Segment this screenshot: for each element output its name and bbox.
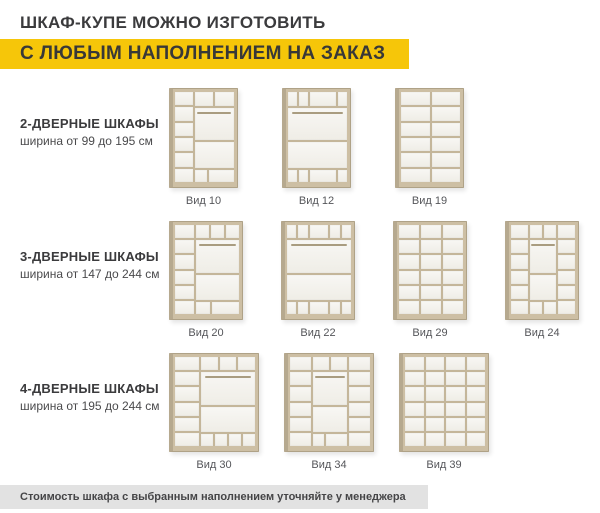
shelf-cell — [421, 271, 441, 284]
row-label-block — [20, 249, 169, 281]
shelf-column — [558, 225, 575, 314]
shelf-cell — [195, 170, 207, 182]
shelf-cell — [330, 302, 339, 314]
shelf-cell — [349, 387, 370, 400]
row-subheading: ширина от 99 до 195 см — [20, 134, 153, 148]
wardrobe-interior — [288, 92, 347, 182]
shelf-cell — [405, 403, 424, 416]
shelf-cell — [175, 123, 193, 136]
shelf-column — [175, 92, 193, 182]
shelf-cell — [243, 434, 255, 446]
shelf-cell — [175, 433, 199, 446]
shelf-cell — [558, 286, 575, 299]
wardrobe-box — [169, 88, 238, 188]
shelf-cell — [401, 153, 430, 166]
compartment-row — [530, 302, 557, 314]
center-section — [195, 92, 234, 182]
shelf-cell — [405, 418, 424, 431]
hanging-space — [201, 407, 255, 433]
shelf-cell — [175, 418, 199, 431]
shelf-cell — [467, 433, 486, 446]
center-section — [201, 357, 255, 446]
shelf-cell — [349, 372, 370, 385]
wardrobe-label: Вид 24 — [524, 327, 560, 339]
shelf-cell — [175, 153, 193, 166]
shelf-cell — [201, 357, 218, 370]
shelf-cell — [175, 138, 193, 151]
shelf-cell — [229, 434, 241, 446]
shelf-cell — [401, 107, 430, 120]
shelf-cell — [175, 286, 194, 299]
hanging-rod — [315, 376, 345, 378]
wardrobe-box — [395, 88, 464, 188]
hanging-rod — [531, 244, 554, 246]
shelf-cell — [467, 357, 486, 370]
page-title: ШКАФ-КУПЕ МОЖНО ИЗГОТОВИТЬ — [20, 13, 326, 32]
compartment-row — [201, 434, 255, 446]
shelf-cell — [432, 92, 461, 105]
shelf-cell — [446, 403, 465, 416]
wardrobe-box — [393, 221, 467, 320]
shelf-cell — [349, 357, 370, 370]
shelf-cell — [399, 225, 419, 238]
center-section — [287, 225, 351, 314]
shelf-cell — [201, 434, 213, 446]
hanging-rod — [197, 112, 231, 114]
shelf-cell — [290, 387, 311, 400]
shelf-cell — [511, 286, 528, 299]
shelf-cell — [467, 418, 486, 431]
wardrobe-box — [169, 353, 259, 452]
shelf-cell — [421, 240, 441, 253]
shelf-cell — [511, 301, 528, 314]
shelf-column — [349, 357, 370, 446]
shelf-cell — [558, 255, 575, 268]
wardrobe-label: Вид 29 — [412, 327, 448, 339]
shelf-cell — [446, 433, 465, 446]
shelf-cell — [342, 225, 351, 238]
shelf-cell — [331, 357, 347, 370]
hanging-space — [313, 372, 347, 404]
compartment-row — [196, 302, 239, 314]
wardrobe-figure — [395, 88, 464, 207]
shelf-cell — [310, 170, 337, 182]
shelf-cell — [443, 271, 463, 284]
shelf-cell — [432, 169, 461, 182]
shelf-cell — [432, 107, 461, 120]
wardrobe-box — [282, 88, 351, 188]
shelf-cell — [421, 301, 441, 314]
shelf-cell — [544, 302, 556, 314]
shelf-cell — [405, 357, 424, 370]
hanging-space — [530, 275, 557, 301]
center-section — [530, 225, 557, 314]
wardrobe-interior — [287, 225, 351, 314]
shelf-cell — [511, 225, 528, 238]
wardrobe-rows — [0, 88, 600, 471]
shelf-cell — [421, 286, 441, 299]
compartment-row — [313, 357, 347, 370]
shelf-cell — [399, 255, 419, 268]
compartment-row — [288, 92, 347, 106]
row-label-block — [20, 381, 169, 413]
shelf-cell — [287, 302, 296, 314]
shelf-cell — [175, 301, 194, 314]
shelf-column — [290, 357, 311, 446]
compartment-row — [195, 170, 234, 182]
shelf-column — [175, 225, 194, 314]
shelf-cell — [401, 169, 430, 182]
shelf-cell — [426, 357, 445, 370]
shelf-cell — [399, 240, 419, 253]
hanging-rod — [205, 376, 251, 378]
shelf-cell — [467, 403, 486, 416]
hanging-space — [195, 142, 234, 168]
shelf-cell — [446, 387, 465, 400]
compartment-row — [530, 225, 557, 238]
shelf-cell — [298, 302, 307, 314]
shelf-cell — [175, 372, 199, 385]
shelf-cell — [215, 434, 227, 446]
wardrobe-figure — [281, 221, 355, 339]
shelf-cell — [426, 433, 445, 446]
wardrobe-figure — [399, 353, 489, 471]
shelf-cell — [401, 92, 430, 105]
hanging-rod — [199, 244, 236, 246]
shelf-cell — [421, 225, 441, 238]
shelf-cell — [421, 255, 441, 268]
hanging-space — [287, 240, 351, 272]
wardrobe-figure — [284, 353, 374, 471]
shelf-cell — [338, 92, 347, 106]
shelf-cell — [175, 403, 199, 416]
shelf-cell — [342, 302, 351, 314]
shelf-cell — [446, 418, 465, 431]
shelf-cell — [446, 372, 465, 385]
wardrobe-label: Вид 20 — [188, 327, 224, 339]
center-section — [313, 357, 347, 446]
shelf-cell — [558, 240, 575, 253]
shelf-cell — [238, 357, 255, 370]
shelf-cell — [399, 271, 419, 284]
shelf-cell — [175, 387, 199, 400]
wardrobe-label: Вид 12 — [298, 195, 335, 207]
shelf-cell — [467, 372, 486, 385]
compartment-row — [195, 92, 234, 106]
row-heading: 4-ДВЕРНЫЕ ШКАФЫ — [20, 381, 159, 396]
shelf-cell — [175, 225, 194, 238]
shelf-cell — [196, 302, 210, 314]
shelf-cell — [211, 225, 224, 238]
shelf-cell — [175, 92, 193, 105]
shelf-cell — [511, 271, 528, 284]
hanging-space — [288, 108, 347, 141]
wardrobe-interior — [399, 225, 463, 314]
compartment-row — [287, 225, 351, 238]
shelf-cell — [310, 225, 329, 238]
shelf-cell — [313, 434, 324, 446]
wardrobe-label: Вид 34 — [311, 459, 347, 471]
banner-bar — [0, 39, 600, 69]
shelf-cell — [299, 170, 308, 182]
shelf-cell — [443, 255, 463, 268]
shelf-cell — [175, 169, 193, 182]
shelf-cell — [558, 271, 575, 284]
shelf-cell — [326, 434, 348, 446]
wardrobe-label: Вид 22 — [300, 327, 336, 339]
shelf-cell — [446, 357, 465, 370]
wardrobe-figure — [169, 353, 259, 471]
shelf-cell — [399, 301, 419, 314]
shelf-cell — [175, 357, 199, 370]
wardrobe-row — [20, 221, 600, 339]
wardrobe-box — [505, 221, 579, 320]
shelf-cell — [290, 433, 311, 446]
row-subheading: ширина от 195 до 244 см — [20, 399, 160, 413]
shelf-cell — [432, 153, 461, 166]
wardrobe-figure — [169, 88, 238, 207]
shelf-cell — [313, 357, 329, 370]
hanging-space — [313, 407, 347, 433]
row-heading: 2-ДВЕРНЫЕ ШКАФЫ — [20, 116, 159, 131]
hanging-space — [288, 142, 347, 168]
shelf-cell — [290, 372, 311, 385]
row-heading: 3-ДВЕРНЫЕ ШКАФЫ — [20, 249, 159, 264]
shelf-cell — [511, 240, 528, 253]
shelf-cell — [175, 255, 194, 268]
hanging-space — [196, 275, 239, 301]
wardrobe-row — [20, 88, 600, 207]
hanging-space — [195, 108, 234, 141]
shelf-cell — [558, 225, 575, 238]
wardrobe-box — [281, 221, 355, 320]
wardrobe-box — [399, 353, 489, 452]
wardrobe-figure — [393, 221, 467, 339]
shelf-cell — [426, 418, 445, 431]
wardrobe-box — [169, 221, 243, 320]
shelf-cell — [175, 107, 193, 120]
shelf-cell — [426, 403, 445, 416]
shelf-column — [511, 225, 528, 314]
shelf-cell — [349, 403, 370, 416]
hanging-space — [530, 240, 557, 272]
shelf-cell — [401, 138, 430, 151]
shelf-cell — [196, 225, 209, 238]
wardrobe-interior — [405, 357, 485, 446]
shelf-cell — [443, 286, 463, 299]
shelf-cell — [443, 301, 463, 314]
shelf-cell — [226, 225, 239, 238]
row-subheading: ширина от 147 до 244 см — [20, 267, 160, 281]
shelf-cell — [215, 92, 234, 106]
wardrobe-row — [20, 353, 600, 471]
wardrobe-interior — [401, 92, 460, 182]
shelf-cell — [432, 138, 461, 151]
shelf-cell — [511, 255, 528, 268]
shelf-cell — [426, 372, 445, 385]
compartment-row — [201, 357, 255, 370]
shelf-cell — [209, 170, 234, 182]
wardrobe-figure — [282, 88, 351, 207]
wardrobe-figure — [169, 221, 243, 339]
wardrobe-figure — [505, 221, 579, 339]
shelf-cell — [175, 271, 194, 284]
shelf-cell — [401, 123, 430, 136]
shelf-cell — [443, 240, 463, 253]
shelf-cell — [405, 387, 424, 400]
shelf-cell — [310, 302, 329, 314]
shelf-column — [175, 357, 199, 446]
shelf-cell — [405, 372, 424, 385]
hanging-space — [287, 275, 351, 301]
shelf-cell — [287, 225, 296, 238]
center-section — [288, 92, 347, 182]
shelf-cell — [290, 418, 311, 431]
shelf-cell — [290, 357, 311, 370]
center-section — [196, 225, 239, 314]
shelf-cell — [290, 403, 311, 416]
row-label-block — [20, 116, 169, 148]
banner-text: С ЛЮБЫМ НАПОЛНЕНИЕМ НА ЗАКАЗ — [0, 39, 409, 69]
wardrobe-interior — [175, 225, 239, 314]
hanging-rod — [292, 112, 343, 114]
wardrobe-interior — [175, 357, 255, 446]
shelf-cell — [530, 302, 542, 314]
wardrobe-interior — [175, 92, 234, 182]
wardrobe-box — [284, 353, 374, 452]
shelf-cell — [426, 387, 445, 400]
shelf-cell — [299, 92, 308, 106]
shelf-cell — [298, 225, 307, 238]
footer-bar — [0, 485, 600, 509]
shelf-cell — [544, 225, 556, 238]
hanging-rod — [291, 244, 346, 246]
shelf-cell — [338, 170, 347, 182]
shelf-cell — [288, 170, 297, 182]
wardrobe-label: Вид 19 — [411, 195, 448, 207]
wardrobe-label: Вид 30 — [196, 459, 232, 471]
footer-note: Стоимость шкафа с выбранным наполнением уточняйте у менеджера — [0, 485, 428, 509]
wardrobe-label: Вид 39 — [426, 459, 462, 471]
hanging-space — [201, 372, 255, 404]
compartment-row — [287, 302, 351, 314]
wardrobe-label: Вид 10 — [185, 195, 222, 207]
poster — [0, 13, 600, 513]
wardrobe-interior — [290, 357, 370, 446]
shelf-cell — [530, 225, 542, 238]
shelf-cell — [558, 301, 575, 314]
shelf-cell — [195, 92, 214, 106]
shelf-cell — [443, 225, 463, 238]
shelf-cell — [399, 286, 419, 299]
shelf-cell — [220, 357, 237, 370]
hanging-space — [196, 240, 239, 272]
compartment-row — [288, 170, 347, 182]
shelf-cell — [432, 123, 461, 136]
wardrobe-interior — [511, 225, 575, 314]
shelf-cell — [310, 92, 337, 106]
compartment-row — [196, 225, 239, 238]
shelf-cell — [212, 302, 239, 314]
shelf-cell — [467, 387, 486, 400]
shelf-cell — [175, 240, 194, 253]
shelf-cell — [330, 225, 339, 238]
shelf-cell — [288, 92, 297, 106]
compartment-row — [313, 434, 347, 446]
shelf-cell — [349, 418, 370, 431]
shelf-cell — [349, 433, 370, 446]
shelf-cell — [405, 433, 424, 446]
